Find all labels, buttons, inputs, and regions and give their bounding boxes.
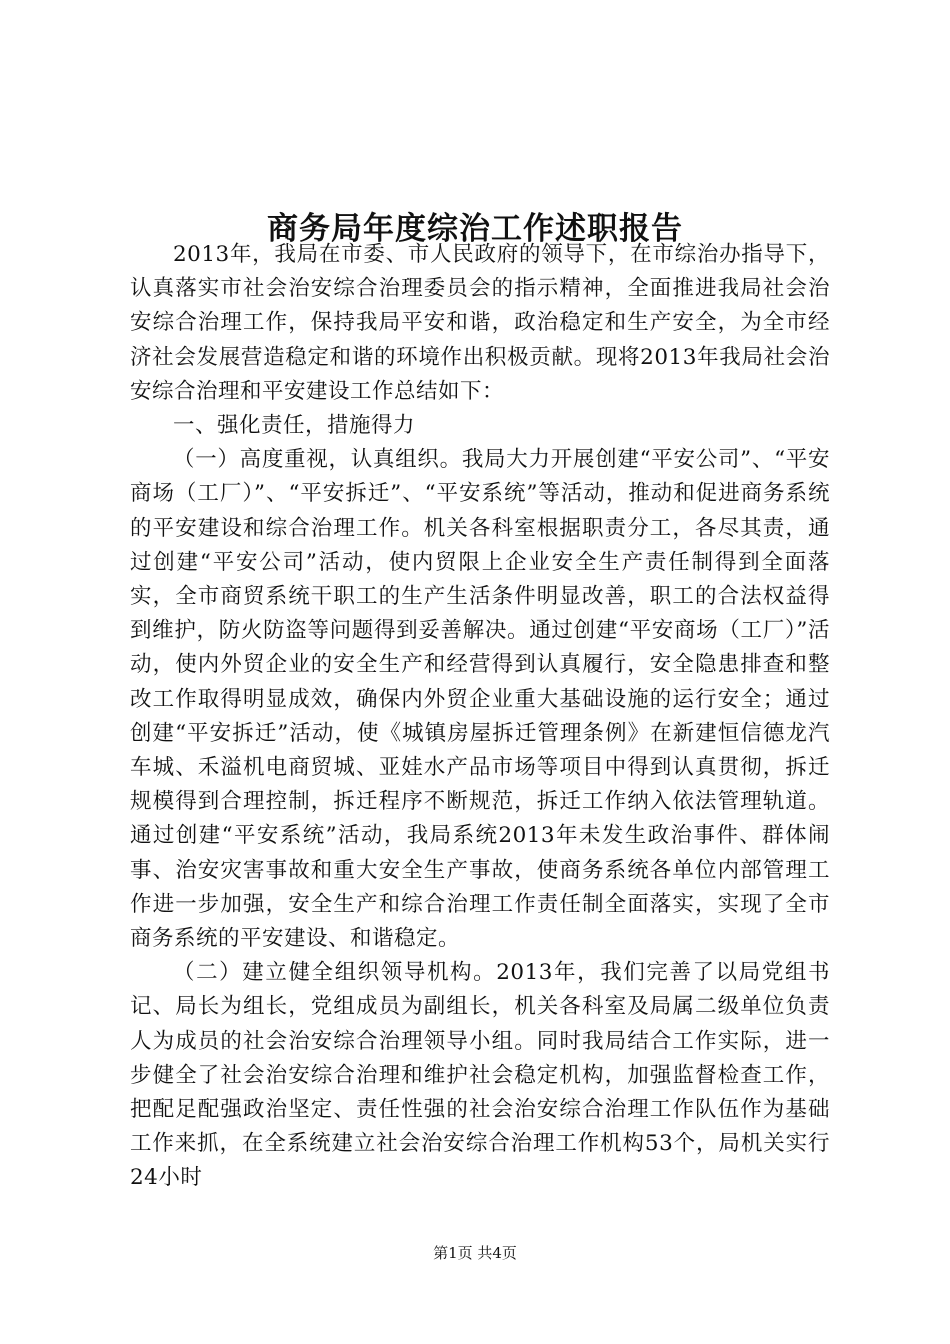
document-body	[130, 238, 830, 1196]
page-footer: 第1页 共4页	[433, 1244, 517, 1262]
paragraph-subsection-1: （一）高度重视，认真组织。我局大力开展创建“平安公司”、“平安商场（工厂）”、“平安拆迁”、“平安系统”等活动，推动和促进商务系统的平安建设和综合治理工作。机关各科室根据职责分工，各尽其责，通过创建“平安公司”活动，使内贸限上企业安全生产责任制得到全面落实，全市商贸系统干职工的生产生活条件明显改善，职工的合法权益得到维护，防火防盗等问题得到妥善解决。通过创建“平安商场（工厂）”活动，使内外贸企业的安全生产和经营得到认真履行，安全隐患排查和整改工作取得明显成效，确保内外贸企业重大基础设施的运行安全；通过创建“平安拆迁”活动，使《城镇房屋拆迁管理条例》在新建恒信德龙汽车城、禾溢机电商贸城、亚娃水产品市场等项目中得到认真贯彻，拆迁规模得到合理控制，拆迁程序不断规范，拆迁工作纳入依法管理轨道。通过创建“平安系统”活动，我局系统2013年未发生政治事件、群体闹事、治安灾害事故和重大安全生产事故，使商务系统各单位内部管理工作进一步加强，安全生产和综合治理工作责任制全面落实，实现了全市商务系统的平安建设、和谐稳定。	[130, 447, 830, 952]
paragraph-subsection-2: （二）建立健全组织领导机构。2013年，我们完善了以局党组书记、局长为组长，党组成员为副组长，机关各科室及局属二级单位负责人为成员的社会治安综合治理领导小组。同时我局结合工作实际，进一步健全了社会治安综合治理和维护社会稳定机构，加强监督检查工作，把配足配强政治坚定、责任性强的社会治安综合治理工作队伍作为基础工作来抓，在全系统建立社会治安综合治理工作机构53个，局机关实行24小时	[130, 960, 830, 1191]
document-title: 商务局年度综治工作述职报告	[267, 210, 683, 247]
section-heading-1: 一、强化责任，措施得力	[173, 413, 416, 439]
paragraph-intro: 2013年，我局在市委、市人民政府的领导下，在市综治办指导下，认真落实市社会治安综合治理委员会的指示精神，全面推进我局社会治安综合治理工作，保持我局平安和谐，政治稳定和生产安全，为全市经济社会发展营造稳定和谐的环境作出积极贡献。现将2013年我局社会治安综合治理和平安建设工作总结如下：	[130, 242, 830, 404]
